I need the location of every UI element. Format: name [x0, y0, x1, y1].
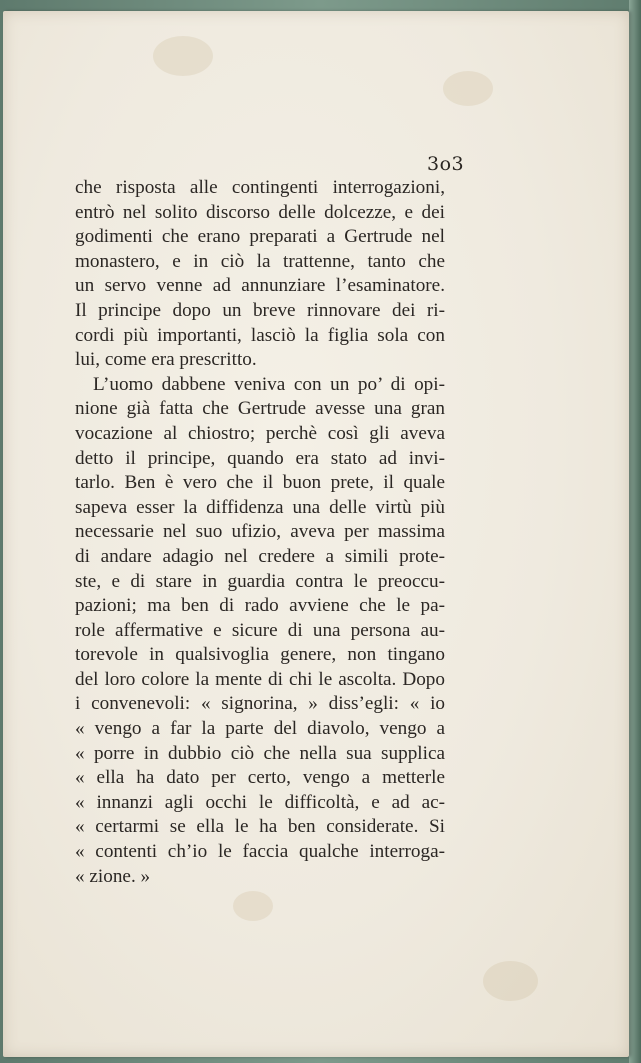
text-line: nione già fatta che Gertrude avesse una gran: [75, 398, 445, 420]
quote-line: « ella ha dato per certo, vengo a metterle: [75, 767, 445, 789]
text-line: cordi più importanti, lasciò la figlia sola con: [75, 324, 445, 346]
text-line: un servo venne ad annunziare l’esaminatore.: [75, 275, 445, 297]
quote-line: « contenti ch’io le faccia qualche interroga-: [75, 841, 445, 863]
paragraph-end-line: lui, come era prescritto.: [75, 349, 257, 371]
quote-line: « porre in dubbio ciò che nella sua supplica: [75, 742, 445, 764]
text-line: role affermative e sicure di una persona au-: [75, 619, 445, 641]
page-number: 3o3: [427, 153, 465, 175]
quote-line: « certarmi se ella le ha ben considerate. Si: [75, 816, 445, 838]
quote-end-line: « zione. »: [75, 865, 151, 887]
text-line: monastero, e in ciò la trattenne, tanto che: [75, 250, 445, 272]
quote-line: « innanzi agli occhi le difficoltà, e ad ac-: [75, 791, 445, 813]
text-line: ste, e di stare in guardia contra le preoccu-: [75, 570, 445, 592]
book-board-edge: [629, 0, 641, 1063]
foxing-spot: [483, 961, 538, 1001]
text-line: godimenti che erano preparati a Gertrude nel: [75, 226, 445, 248]
foxing-spot: [233, 891, 273, 921]
text-line: detto il principe, quando era stato ad invi-: [75, 447, 445, 469]
text-line: che risposta alle contingenti interrogazioni,: [75, 177, 445, 198]
text-line: sapeva esser la diffidenza una delle virtù più: [75, 496, 445, 518]
quote-line: « vengo a far la parte del diavolo, vengo a: [75, 718, 445, 740]
text-line: vocazione al chiostro; perchè così gli aveva: [75, 422, 445, 444]
text-line: necessarie nel suo ufizio, aveva per massima: [75, 521, 445, 543]
foxing-spot: [443, 71, 493, 106]
text-line: i convenevoli: « signorina, » diss’egli: « io: [75, 693, 445, 715]
text-line: torevole in qualsivoglia genere, non tingano: [75, 644, 445, 666]
text-line: di andare adagio nel credere a simili prote-: [75, 545, 445, 567]
text-line: entrò nel solito discorso delle dolcezze, e dei: [75, 201, 445, 223]
text-line: pazioni; ma ben di rado avviene che le pa-: [75, 595, 445, 617]
text-line: tarlo. Ben è vero che il buon prete, il quale: [75, 472, 445, 494]
text-line: del loro colore la mente di chi le ascolta. Dopo: [75, 668, 445, 690]
paragraph-start-line: L’uomo dabbene veniva con un po’ di opi-: [93, 373, 445, 395]
text-line: Il principe dopo un breve rinnovare dei ri-: [75, 299, 445, 321]
foxing-spot: [153, 36, 213, 76]
body-text: [75, 176, 445, 889]
